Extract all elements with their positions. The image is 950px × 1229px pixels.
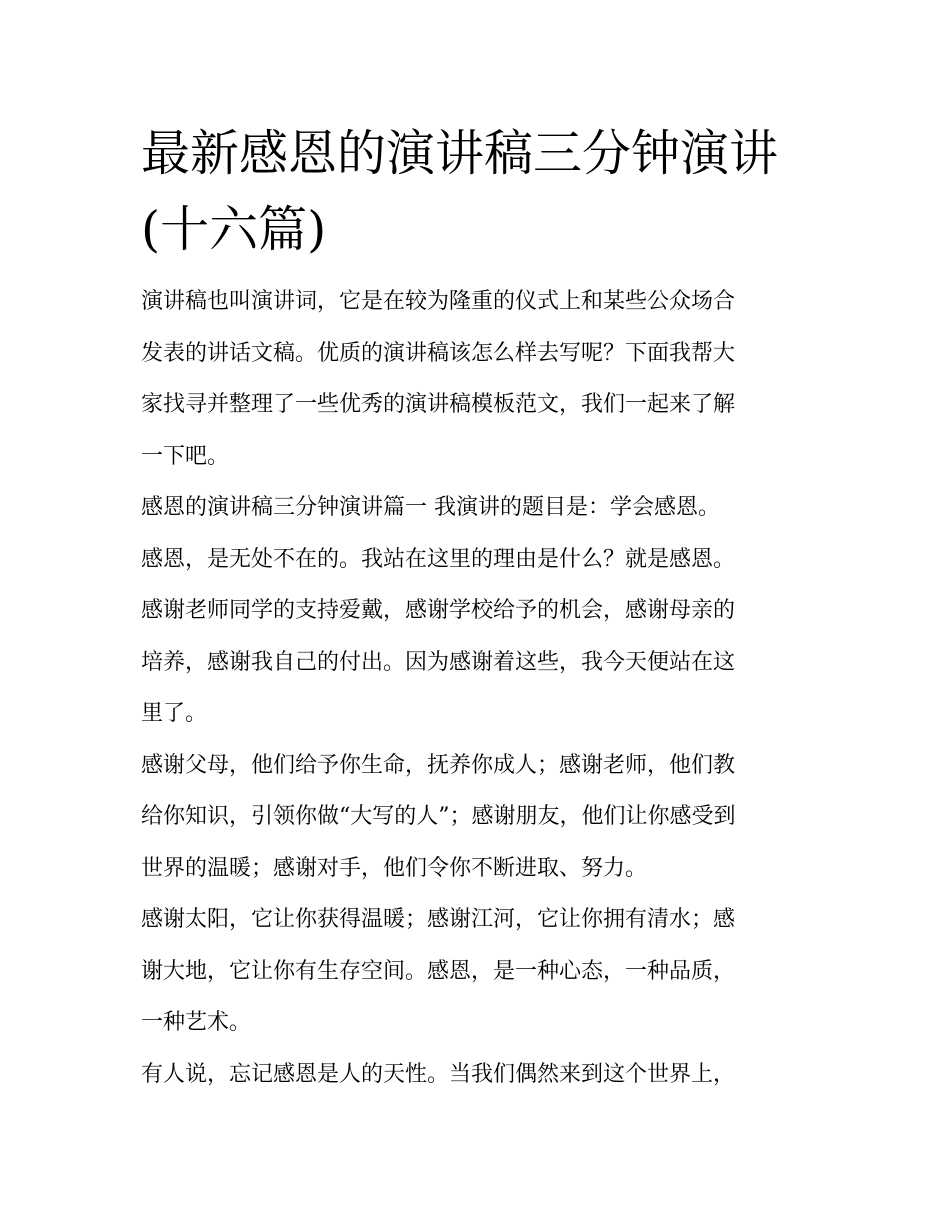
paragraph — [141, 534, 816, 740]
text-line: 感恩，是无处不在的。我站在这里的理由是什么？就是感恩。 — [141, 546, 736, 572]
text-line: 演讲稿也叫演讲词，它是在较为隆重的仪式上和某些公众场合 — [141, 289, 736, 314]
text-line: 世界的温暖；感谢对手，他们令你不断进取、努力。 — [141, 855, 648, 881]
paragraph — [141, 740, 816, 895]
paragraph-section-heading — [141, 482, 816, 534]
text-line: 谢大地，它让你有生存空间。感恩，是一种心态，一种品质， — [141, 958, 736, 984]
paragraph — [141, 1049, 816, 1101]
text-line: 感谢老师同学的支持爱戴，感谢学校给予的机会，感谢母亲的 — [141, 598, 736, 623]
text-line: 感谢父母，他们给予你生命，抚养你成人；感谢老师，他们教 — [141, 752, 736, 778]
paragraph-intro — [141, 276, 816, 482]
document-title — [141, 116, 816, 268]
text-line: 有人说，忘记感恩是人的天性。当我们偶然来到这个世界上， — [141, 1061, 736, 1087]
document-body — [141, 276, 816, 1100]
text-line: 培养，感谢我自己的付出。因为感谢着这些，我今天便站在这 — [141, 649, 736, 675]
document-content — [141, 116, 816, 1100]
text-line: 一种艺术。 — [141, 1010, 252, 1035]
text-line: 发表的讲话文稿。优质的演讲稿该怎么样去写呢？下面我帮大 — [141, 340, 736, 366]
text-line: 感谢太阳，它让你获得温暖；感谢江河，它让你拥有清水；感 — [141, 907, 736, 932]
text-line: 一下吧。 — [141, 443, 230, 469]
text-line: 给你知识，引领你做“大写的人”；感谢朋友，他们让你感受到 — [141, 804, 736, 829]
text-line: 家找寻并整理了一些优秀的演讲稿模板范文，我们一起来了解 — [141, 392, 736, 417]
title-line: (十六篇) — [141, 201, 327, 258]
paragraph — [141, 894, 816, 1049]
text-line: 里了。 — [141, 701, 208, 726]
text-line: 感恩的演讲稿三分钟演讲篇一 我演讲的题目是：学会感恩。 — [141, 495, 720, 520]
title-line: 最新感恩的演讲稿三分钟演讲 — [141, 125, 779, 182]
